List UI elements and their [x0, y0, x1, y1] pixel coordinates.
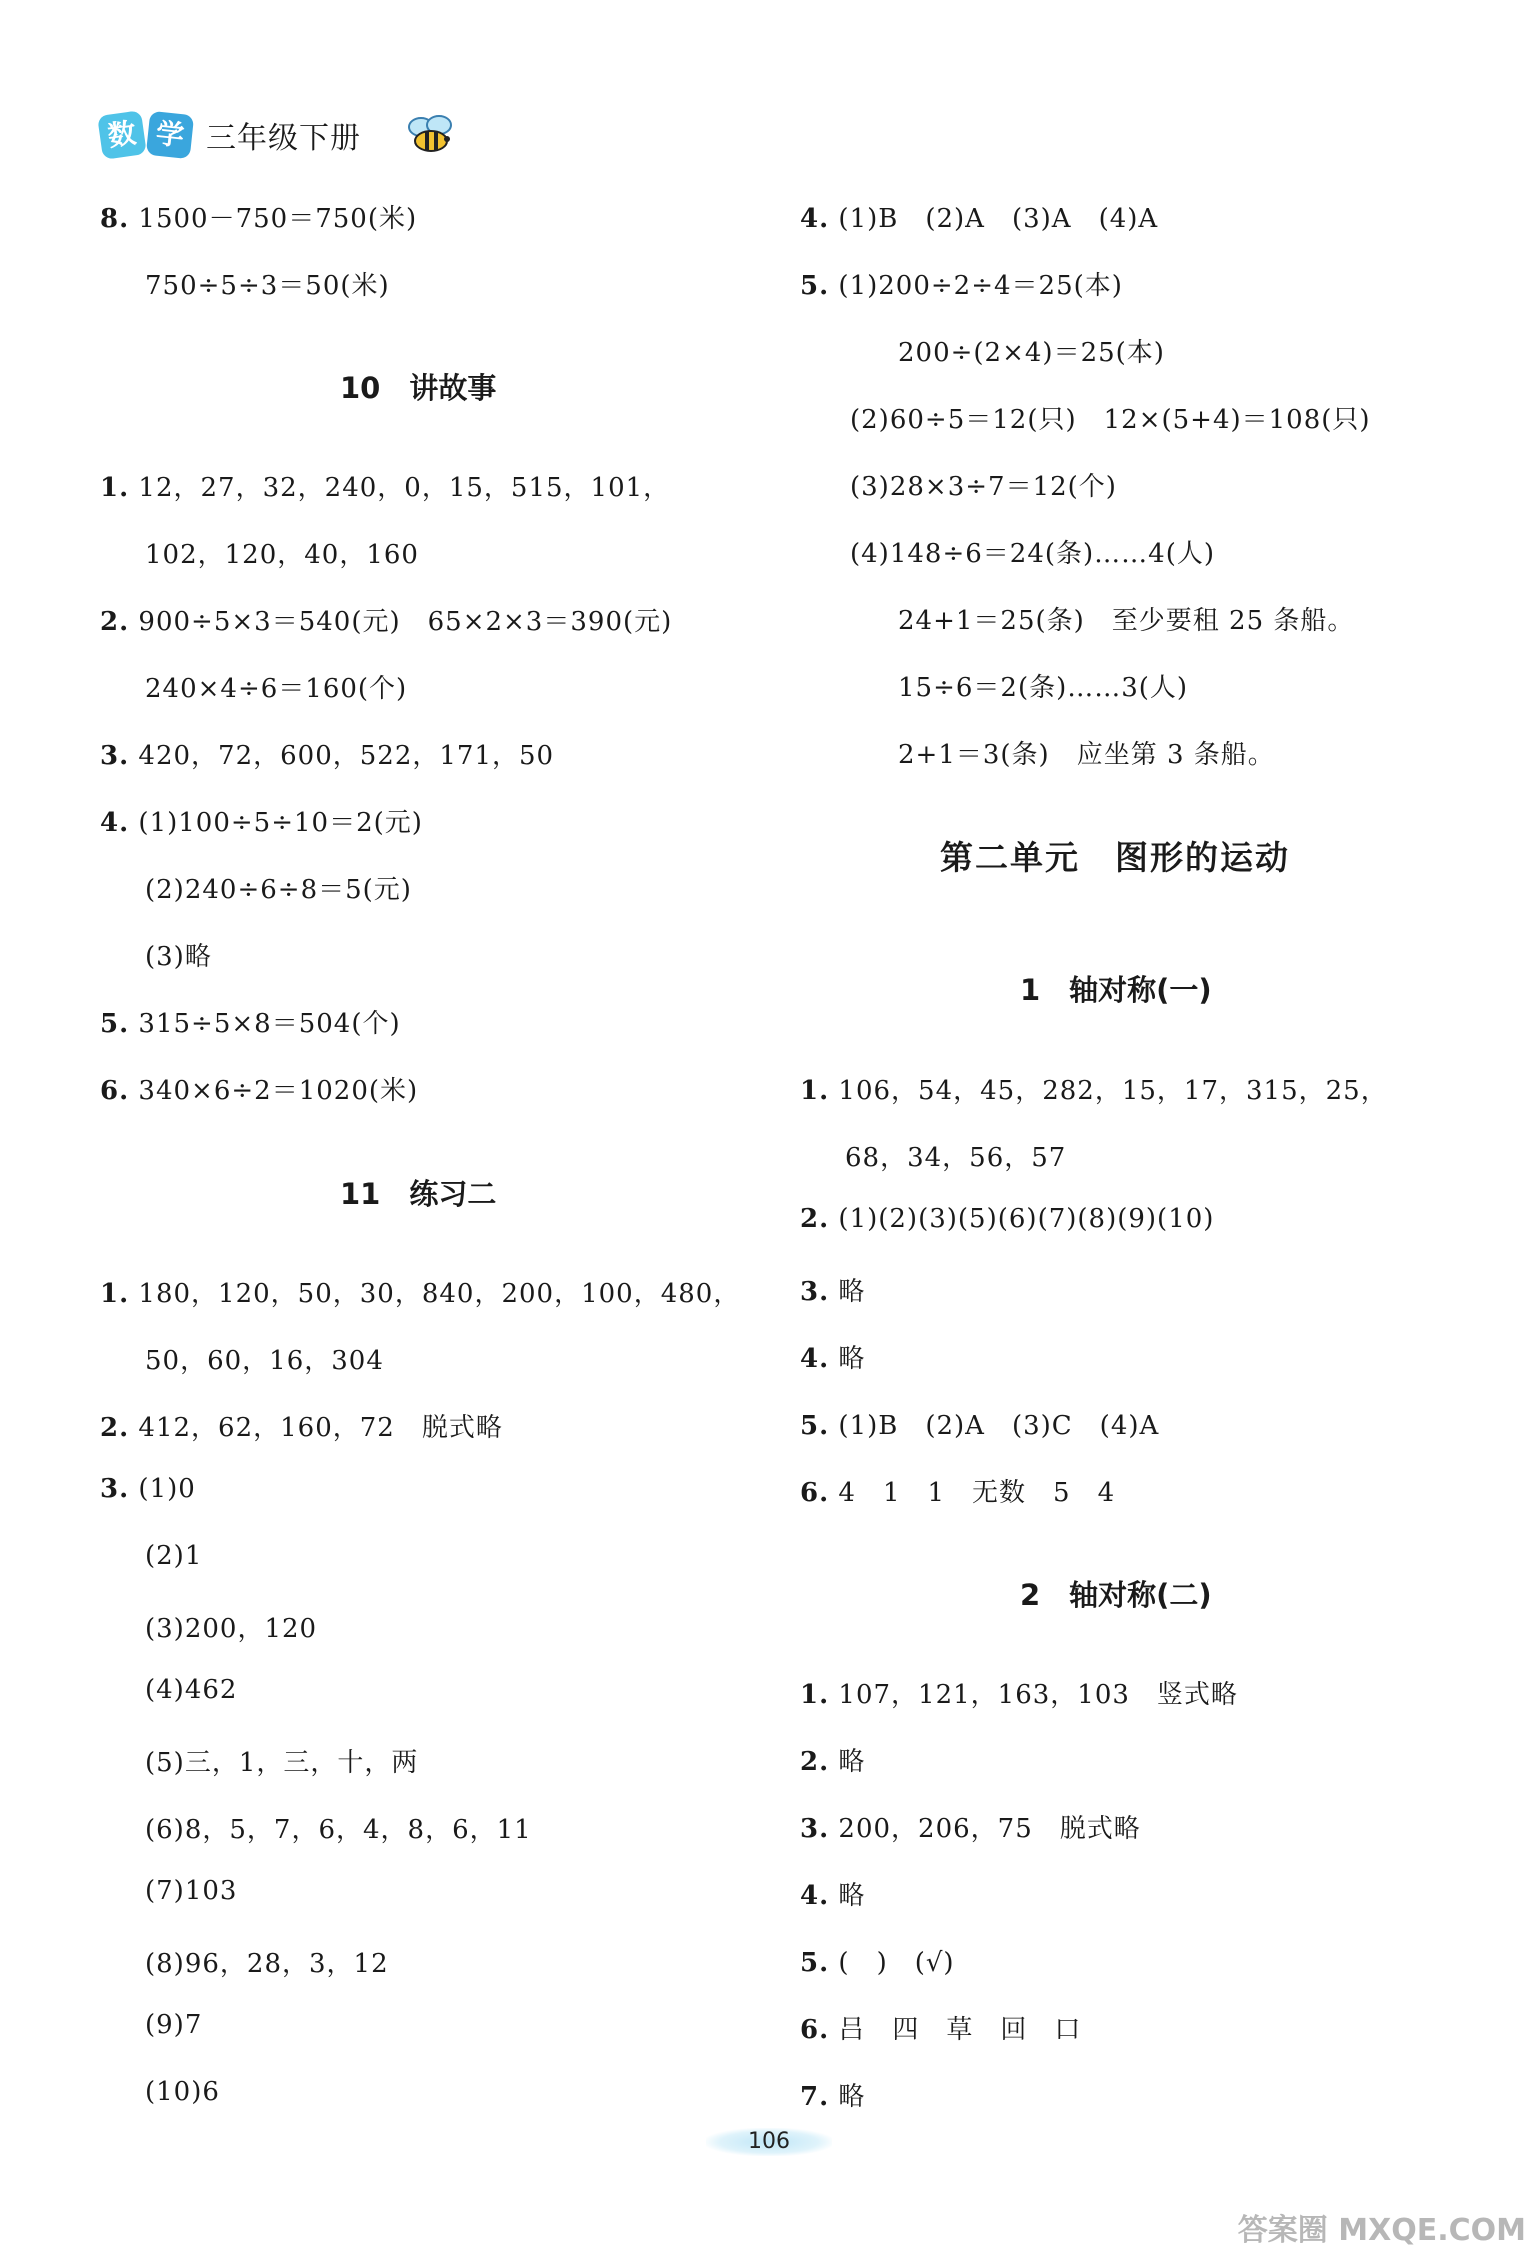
answer-text: (1)0 — [138, 1474, 196, 1504]
watermark: 答案圈 MXQE.COM — [1237, 2213, 1526, 2248]
answer-line — [800, 1338, 865, 1375]
answer-line — [800, 1808, 1141, 1845]
question-number: 1. — [100, 1279, 130, 1309]
question-number: 3. — [800, 1277, 830, 1307]
question-number: 6. — [800, 1478, 830, 1508]
answer-text: (1)B (2)A (3)C (4)A — [838, 1411, 1160, 1441]
section-title: 10 讲故事 — [340, 371, 497, 405]
answer-line: 24+1＝25(条) 至少要租 25 条船。 — [898, 606, 1355, 636]
question-number: 5. — [800, 271, 830, 301]
answer-text: 180，120，50，30，840，200，100，480， — [138, 1279, 741, 1309]
section-title: 1 轴对称(一) — [1020, 973, 1212, 1007]
section-title: 2 轴对称(二) — [1020, 1578, 1212, 1612]
answer-line: (5)三，1，三，十，两 — [145, 1748, 419, 1778]
answer-line: 15÷6＝2(条)……3(人) — [898, 673, 1189, 703]
answer-line — [800, 1271, 865, 1308]
answer-line: 102，120，40，160 — [145, 540, 419, 570]
answer-text: 略 — [838, 1747, 866, 1777]
page-number: 106 — [706, 2128, 832, 2156]
unit-title: 第二单元 图形的运动 — [940, 838, 1290, 877]
question-number: 8. — [100, 204, 130, 234]
question-number: 4. — [800, 1881, 830, 1911]
question-number: 3. — [100, 1474, 130, 1504]
answer-line: (6)8，5，7，6，4，8，6，11 — [145, 1815, 532, 1845]
answer-text: 900÷5×3＝540(元) 65×2×3＝390(元) — [138, 607, 673, 637]
answer-line: (2)1 — [145, 1541, 203, 1571]
subject-badge-char-2: 学 — [146, 111, 194, 159]
answer-text: 200，206，75 脱式略 — [838, 1814, 1141, 1844]
answer-line — [800, 198, 1158, 235]
grade-label: 三年级下册 — [206, 121, 361, 156]
question-number: 4. — [100, 808, 130, 838]
question-number: 1. — [100, 473, 130, 503]
question-number: 4. — [800, 204, 830, 234]
section-title: 11 练习二 — [340, 1177, 497, 1211]
answer-line — [800, 265, 1123, 302]
answer-line — [800, 1875, 865, 1912]
answer-line: (4)148÷6＝24(条)……4(人) — [850, 539, 1215, 569]
answer-text: 412，62，160，72 脱式略 — [138, 1413, 503, 1443]
answer-line: 200÷(2×4)＝25(本) — [898, 338, 1165, 368]
answer-text: 略 — [838, 2082, 866, 2112]
question-number: 3. — [800, 1814, 830, 1844]
answer-text: 吕 四 草 回 口 — [838, 2015, 1082, 2045]
answer-text: (1)200÷2÷4＝25(本) — [838, 271, 1123, 301]
answer-line: (9)7 — [145, 2010, 203, 2040]
answer-line — [100, 1474, 196, 1504]
answer-text: ( ) (√) — [838, 1948, 955, 1978]
question-number: 4. — [800, 1344, 830, 1374]
answer-line — [100, 1003, 401, 1040]
answer-line: (3)28×3÷7＝12(个) — [850, 472, 1117, 502]
question-number: 2. — [800, 1204, 830, 1234]
answer-text: 12，27，32，240，0，15，515，101， — [138, 473, 671, 503]
question-number: 5. — [800, 1411, 830, 1441]
question-number: 2. — [100, 607, 130, 637]
question-number: 6. — [100, 1076, 130, 1106]
answer-line — [800, 1405, 1159, 1442]
page-header — [100, 105, 461, 165]
answer-line — [100, 735, 554, 772]
answer-line: (8)96，28，3，12 — [145, 1949, 389, 1979]
answer-line — [100, 802, 423, 839]
answer-text: 略 — [838, 1277, 866, 1307]
answer-line — [800, 2076, 865, 2113]
answer-line: 240×4÷6＝160(个) — [145, 674, 408, 704]
answer-text: (1)B (2)A (3)A (4)A — [838, 204, 1159, 234]
subject-badge — [100, 113, 196, 157]
question-number: 6. — [800, 2015, 830, 2045]
answer-text: (1)100÷5÷10＝2(元) — [138, 808, 423, 838]
answer-line: (4)462 — [145, 1675, 238, 1705]
answer-line: (3)略 — [145, 942, 212, 972]
question-number: 1. — [800, 1680, 830, 1710]
answer-text: (1)(2)(3)(5)(6)(7)(8)(9)(10) — [838, 1204, 1215, 1234]
answer-line — [800, 1204, 1214, 1234]
answer-line — [100, 467, 670, 504]
answer-line: 50，60，16，304 — [145, 1346, 384, 1376]
answer-line: (7)103 — [145, 1876, 238, 1906]
question-number: 3. — [100, 741, 130, 771]
answer-line — [800, 1472, 1115, 1509]
answer-line: (10)6 — [145, 2077, 220, 2107]
question-number: 1. — [800, 1076, 830, 1106]
answer-line — [100, 1407, 503, 1444]
answer-text: 340×6÷2＝1020(米) — [138, 1076, 419, 1106]
answer-line — [800, 1674, 1238, 1711]
question-number: 5. — [800, 1948, 830, 1978]
question-number: 2. — [100, 1413, 130, 1443]
question-number: 7. — [800, 2082, 830, 2112]
answer-line — [100, 1070, 418, 1107]
answer-text: 4 1 1 无数 5 4 — [838, 1478, 1116, 1508]
question-number: 5. — [100, 1009, 130, 1039]
answer-text: 315÷5×8＝504(个) — [138, 1009, 401, 1039]
answer-text: 106，54，45，282，15，17，315，25， — [838, 1076, 1388, 1106]
answer-line: (3)200，120 — [145, 1614, 318, 1644]
answer-line — [800, 1070, 1388, 1107]
answer-text: 1500－750＝750(米) — [138, 204, 418, 234]
answer-line — [100, 198, 417, 235]
answer-text: 420，72，600，522，171，50 — [138, 741, 555, 771]
answer-line — [800, 2009, 1081, 2046]
answer-line — [100, 601, 672, 638]
answer-line: 2+1＝3(条) 应坐第 3 条船。 — [898, 740, 1275, 770]
answer-line: (2)60÷5＝12(只) 12×(5+4)＝108(只) — [850, 405, 1371, 435]
question-number: 2. — [800, 1747, 830, 1777]
answer-line: 750÷5÷3＝50(米) — [145, 271, 390, 301]
answer-line: 68，34，56，57 — [845, 1143, 1067, 1173]
answer-text: 略 — [838, 1881, 866, 1911]
answer-text: 107，121，163，103 竖式略 — [838, 1680, 1238, 1710]
answer-line — [100, 1273, 740, 1310]
subject-badge-char-1: 数 — [97, 110, 147, 160]
bee-icon — [401, 113, 461, 157]
answer-line — [800, 1741, 865, 1778]
answer-text: 略 — [838, 1344, 866, 1374]
answer-line: (2)240÷6÷8＝5(元) — [145, 875, 412, 905]
answer-line — [800, 1942, 955, 1979]
